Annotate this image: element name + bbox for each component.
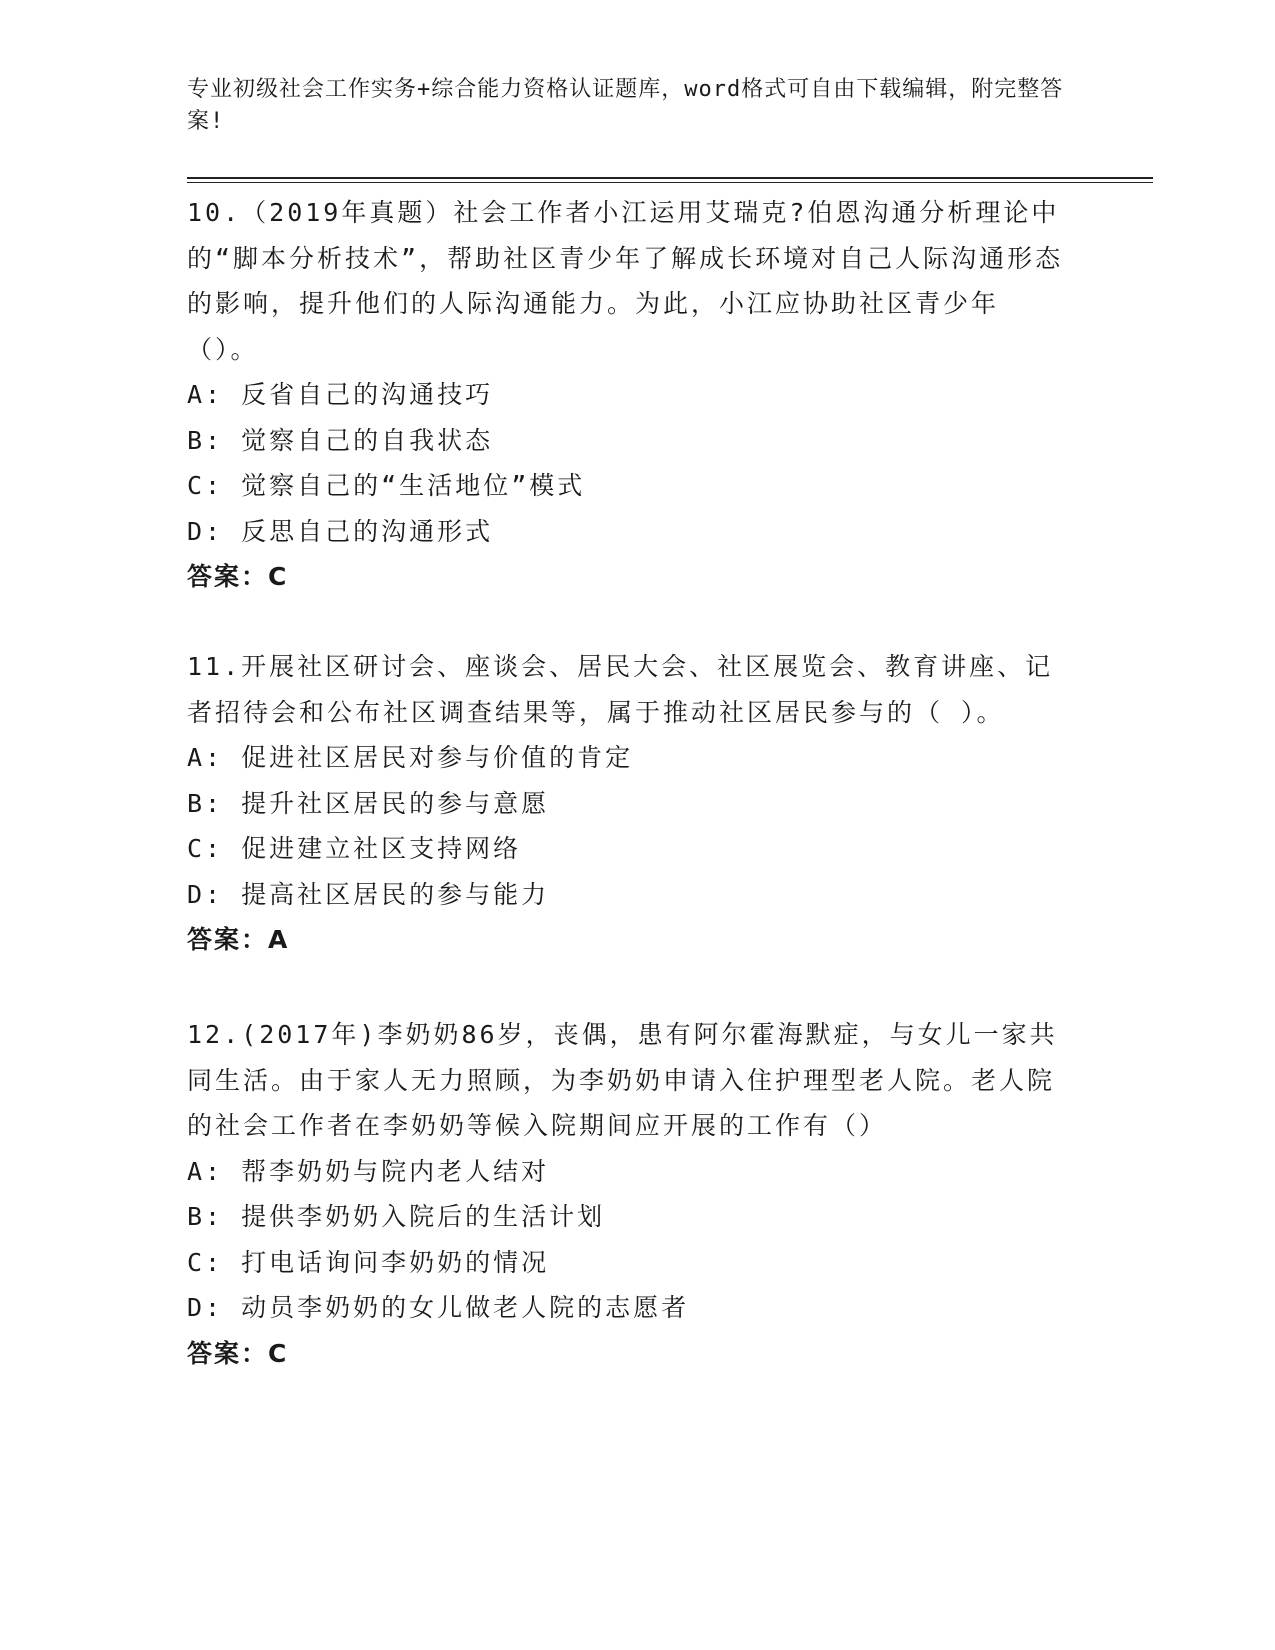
page-header: 专业初级社会工作实务+综合能力资格认证题库，word格式可自由下载编辑，附完整答案!: [187, 77, 1064, 134]
option-a: A: 反省自己的沟通技巧: [187, 380, 494, 409]
question-stem: 10.（2019年真题）社会工作者小江运用艾瑞克?伯恩沟通分析理论中的“脚本分析技术”，帮助社区青少年了解成长环境对自己人际沟通形态的影响，提升他们的人际沟通能力。为此，小江应协助社区青少年（）。: [187, 198, 1064, 364]
option-d: D: 提高社区居民的参与能力: [187, 879, 550, 909]
answer-line: 答案：A: [187, 925, 290, 954]
header-divider-thick: [187, 177, 1153, 179]
option-a: A: 促进社区居民对参与价值的肯定: [187, 743, 634, 772]
question-stem: 11.开展社区研讨会、座谈会、居民大会、社区展览会、教育讲座、记者招待会和公布社区调查结果等，属于推动社区居民参与的（ ）。: [187, 652, 1054, 727]
option-d: D: 反思自己的沟通形式: [187, 516, 494, 546]
option-b: B: 提供李奶奶入院后的生活计划: [187, 1202, 606, 1231]
option-b: B: 觉察自己的自我状态: [187, 425, 494, 455]
question-stem: 12.(2017年)李奶奶86岁，丧偶，患有阿尔霍海默症，与女儿一家共同生活。由于家人无力照顾，为李奶奶申请入住护理型老人院。老人院的社会工作者在李奶奶等候入院期间应开展的工作有（）: [187, 1020, 1058, 1140]
option-c: C: 促进建立社区支持网络: [187, 834, 522, 863]
question-12: [187, 1012, 1067, 1376]
option-c: C: 觉察自己的“生活地位”模式: [187, 471, 586, 500]
question-10: [187, 190, 1067, 600]
option-b: B: 提升社区居民的参与意愿: [187, 788, 550, 818]
header-divider-thin: [187, 182, 1153, 183]
answer-line: 答案：C: [187, 562, 289, 591]
option-c: C: 打电话询问李奶奶的情况: [187, 1247, 550, 1277]
question-11: [187, 644, 1067, 963]
option-a: A: 帮李奶奶与院内老人结对: [187, 1156, 550, 1186]
option-d: D: 动员李奶奶的女儿做老人院的志愿者: [187, 1293, 690, 1322]
answer-line: 答案：C: [187, 1338, 289, 1368]
